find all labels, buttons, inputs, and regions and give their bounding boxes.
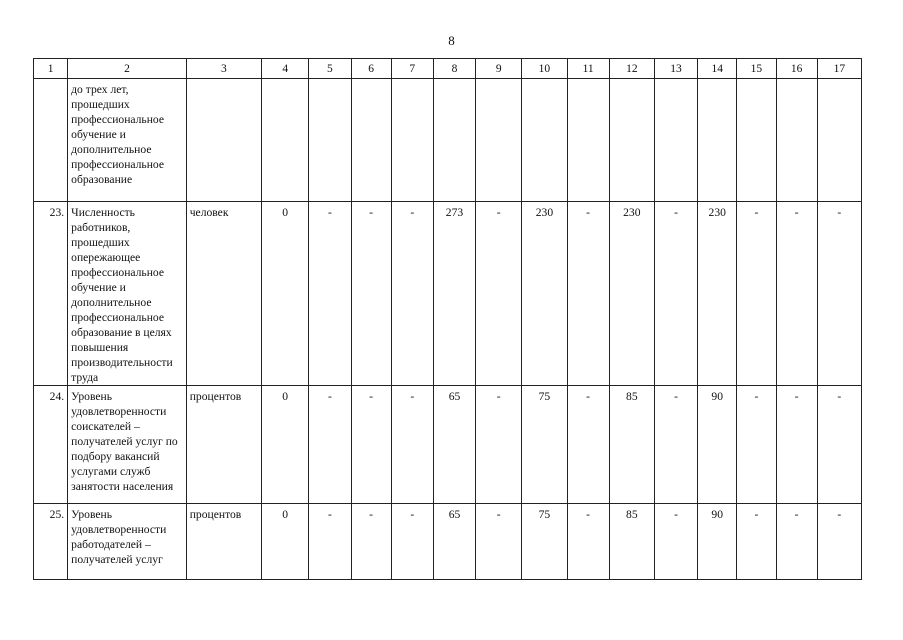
row-number: 24.: [34, 386, 68, 504]
value-cell: 75: [522, 386, 567, 504]
value-cell: 85: [609, 504, 654, 580]
value-cell: -: [817, 386, 861, 504]
header-row: [34, 59, 862, 79]
row-number: [34, 79, 68, 202]
column-header: 10: [522, 59, 567, 79]
value-cell: -: [476, 504, 522, 580]
value-cell: 65: [433, 386, 475, 504]
column-header: 1: [34, 59, 68, 79]
value-cell: [351, 79, 391, 202]
value-cell: -: [737, 386, 776, 504]
value-cell: -: [391, 504, 433, 580]
value-cell: -: [567, 504, 609, 580]
value-cell: -: [351, 504, 391, 580]
column-header: 12: [609, 59, 654, 79]
unit-cell: человек: [186, 202, 261, 386]
value-cell: -: [567, 386, 609, 504]
column-header: 3: [186, 59, 261, 79]
value-cell: [817, 79, 861, 202]
column-header: 5: [309, 59, 351, 79]
value-cell: -: [654, 202, 697, 386]
value-cell: -: [351, 386, 391, 504]
value-cell: -: [737, 504, 776, 580]
page-number: 8: [448, 33, 455, 48]
value-cell: [309, 79, 351, 202]
value-cell: 85: [609, 386, 654, 504]
value-cell: -: [817, 504, 861, 580]
value-cell: [654, 79, 697, 202]
value-cell: [567, 79, 609, 202]
table-row: [34, 504, 862, 580]
value-cell: -: [309, 386, 351, 504]
row-number: 23.: [34, 202, 68, 386]
column-header: 6: [351, 59, 391, 79]
column-header: 9: [476, 59, 522, 79]
value-cell: 230: [609, 202, 654, 386]
value-cell: 0: [262, 386, 309, 504]
unit-cell: процентов: [186, 386, 261, 504]
indicator-name: Численность работников, прошедших опережающее профессиональное обучение и дополнительное профессиональное образование в целях повышения производительности труда: [68, 202, 187, 386]
unit-cell: [186, 79, 261, 202]
value-cell: -: [776, 504, 817, 580]
value-cell: -: [654, 386, 697, 504]
value-cell: [737, 79, 776, 202]
value-cell: [609, 79, 654, 202]
value-cell: -: [309, 504, 351, 580]
value-cell: [433, 79, 475, 202]
column-header: 8: [433, 59, 475, 79]
value-cell: -: [391, 386, 433, 504]
value-cell: -: [476, 202, 522, 386]
column-header: 7: [391, 59, 433, 79]
value-cell: 65: [433, 504, 475, 580]
value-cell: -: [351, 202, 391, 386]
value-cell: -: [654, 504, 697, 580]
table-row: [34, 202, 862, 386]
value-cell: [262, 79, 309, 202]
value-cell: -: [567, 202, 609, 386]
table-row: [34, 386, 862, 504]
column-header: 4: [262, 59, 309, 79]
column-header: 2: [68, 59, 187, 79]
table-row: [34, 79, 862, 202]
value-cell: -: [476, 386, 522, 504]
value-cell: [391, 79, 433, 202]
value-cell: 0: [262, 202, 309, 386]
value-cell: 273: [433, 202, 475, 386]
value-cell: 90: [698, 386, 737, 504]
column-header: 14: [698, 59, 737, 79]
column-header: 13: [654, 59, 697, 79]
value-cell: 90: [698, 504, 737, 580]
value-cell: -: [737, 202, 776, 386]
value-cell: -: [776, 386, 817, 504]
indicator-name: Уровень удовлетворенности соискателей – получателей услуг по подбору вакансий услугами служб занятости населения: [68, 386, 187, 504]
indicator-name: до трех лет, прошедших профессиональное обучение и дополнительное профессиональное образование: [68, 79, 187, 202]
value-cell: -: [817, 202, 861, 386]
value-cell: 75: [522, 504, 567, 580]
value-cell: -: [309, 202, 351, 386]
indicators-table: [33, 58, 862, 580]
indicator-name: Уровень удовлетворенности работодателей – получателей услуг: [68, 504, 187, 580]
value-cell: [698, 79, 737, 202]
value-cell: -: [776, 202, 817, 386]
value-cell: [476, 79, 522, 202]
column-header: 11: [567, 59, 609, 79]
value-cell: 0: [262, 504, 309, 580]
column-header: 15: [737, 59, 776, 79]
column-header: 17: [817, 59, 861, 79]
value-cell: -: [391, 202, 433, 386]
row-number: 25.: [34, 504, 68, 580]
value-cell: [776, 79, 817, 202]
value-cell: 230: [698, 202, 737, 386]
value-cell: [522, 79, 567, 202]
unit-cell: процентов: [186, 504, 261, 580]
column-header: 16: [776, 59, 817, 79]
value-cell: 230: [522, 202, 567, 386]
